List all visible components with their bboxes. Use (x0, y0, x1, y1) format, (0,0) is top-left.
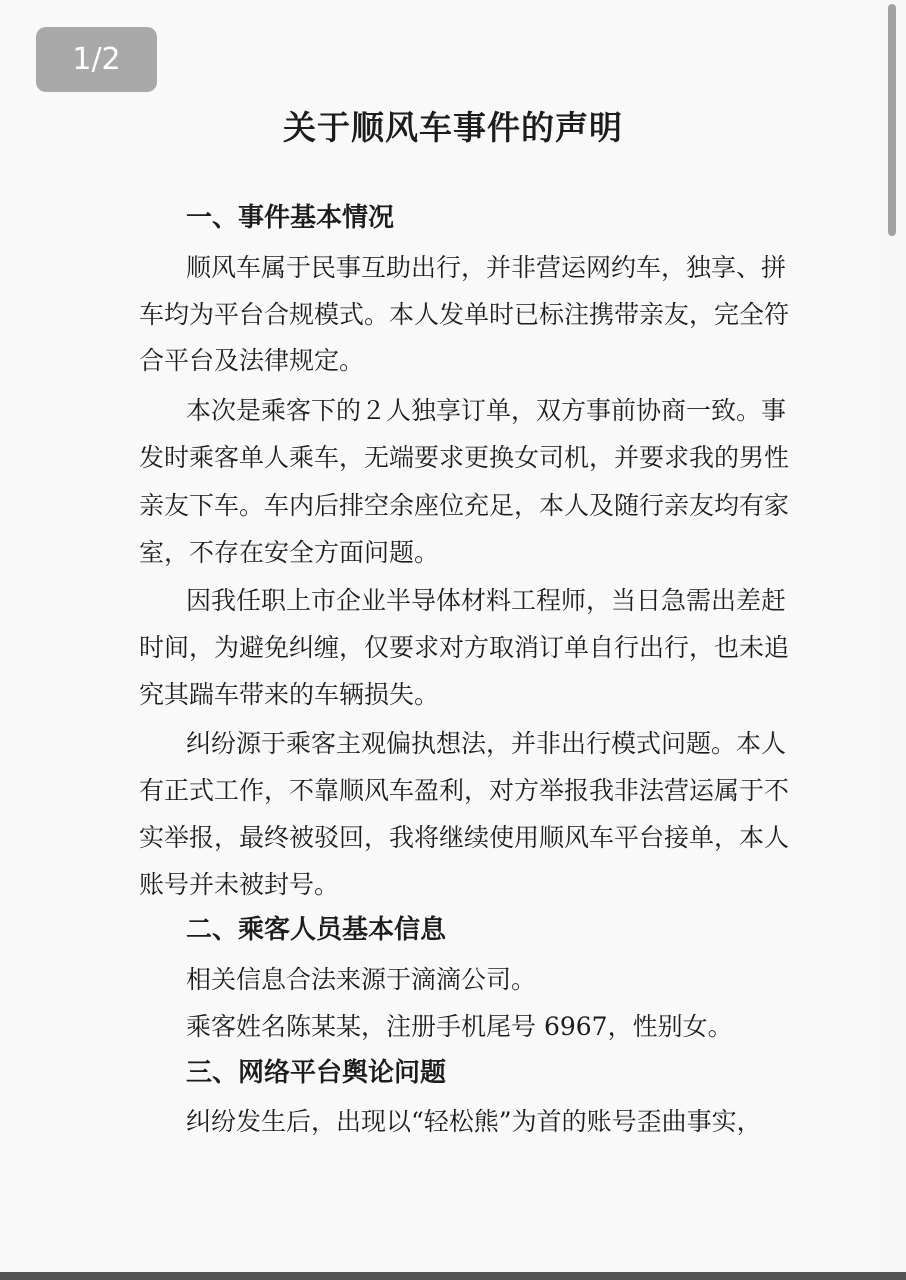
paragraph-line: 本次是乘客下的２人独享订单，双方事前协商一致。事 (186, 396, 787, 425)
paragraph-line: 车均为平台合规模式。本人发单时已标注携带亲友，完全符 (139, 300, 790, 329)
paragraph-line: 账号并未被封号。 (139, 870, 340, 899)
page-indicator: 1/2 (36, 27, 157, 92)
paragraph-line: 相关信息合法来源于滴滴公司。 (186, 965, 537, 994)
section-heading-1: 一、事件基本情况 (186, 203, 395, 233)
section-heading-2: 二、乘客人员基本信息 (186, 915, 447, 945)
paragraph-line: 时间，为避免纠缠，仅要求对方取消订单自行出行，也未追 (139, 633, 790, 662)
section-heading-3: 三、网络平台舆论问题 (186, 1058, 447, 1088)
bottom-edge-bar (0, 1272, 906, 1280)
paragraph-line: 室，不存在安全方面问题。 (139, 538, 440, 567)
paragraph-line: 因我任职上市企业半导体材料工程师，当日急需出差赶 (186, 586, 787, 615)
paragraph-line: 发时乘客单人乘车，无端要求更换女司机，并要求我的男性 (139, 443, 790, 472)
paragraph-line: 合平台及法律规定。 (139, 346, 365, 375)
paragraph-line: 纠纷源于乘客主观偏执想法，并非出行模式问题。本人 (186, 729, 787, 758)
document-title: 关于顺风车事件的声明 (283, 108, 623, 147)
paragraph-line: 实举报，最终被驳回，我将继续使用顺风车平台接单，本人 (139, 823, 790, 852)
paragraph-line: 纠纷发生后，出现以“轻松熊”为首的账号歪曲事实， (186, 1107, 762, 1136)
scrollbar-thumb[interactable] (888, 4, 896, 236)
paragraph-line: 顺风车属于民事互助出行，并非营运网约车，独享、拼 (186, 253, 787, 282)
paragraph-line: 究其踹车带来的车辆损失。 (139, 680, 440, 709)
paragraph-line: 亲友下车。车内后排空余座位充足，本人及随行亲友均有家 (139, 491, 790, 520)
paragraph-line: 乘客姓名陈某某，注册手机尾号 6967，性别女。 (186, 1012, 733, 1041)
paragraph-line: 有正式工作，不靠顺风车盈利，对方举报我非法营运属于不 (139, 776, 790, 805)
